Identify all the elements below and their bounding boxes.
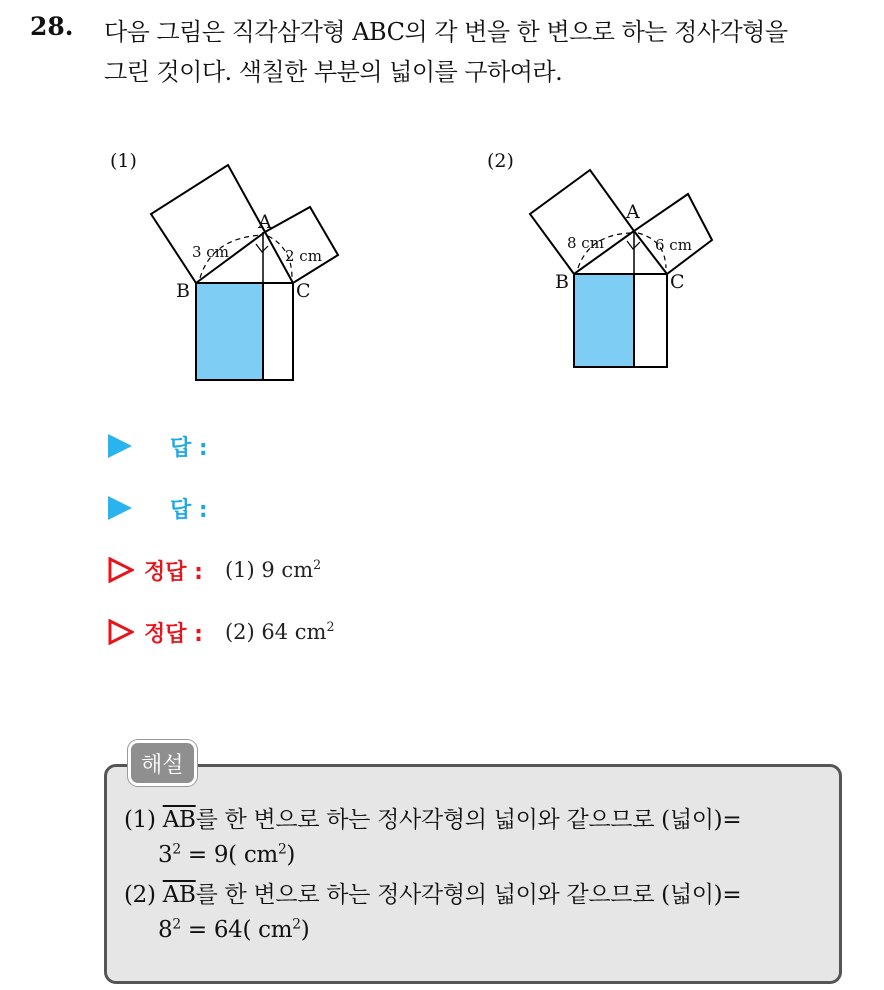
solution-box (104, 764, 842, 984)
figure-1-square-ab (151, 165, 265, 283)
correct-answer-value: (1) 9 $cm^2$ (224, 557, 322, 582)
figure-1-side-ac: 2 cm (285, 247, 322, 265)
question-number: 28. (30, 12, 74, 41)
figure-1-vertex-c: C (296, 280, 311, 302)
outline-triangle-icon (108, 557, 134, 583)
figure-1-right-angle-mark (256, 244, 268, 252)
solution-line-4: $8^2 = 64$( $cm^2$) (158, 916, 310, 943)
figure-1-vertex-a: A (258, 211, 272, 233)
figure-1-square-ac (265, 207, 338, 283)
solution-tag: 해설 (128, 740, 197, 786)
figure-2-vertex-a: A (626, 201, 640, 223)
figure-2-side-ac: 6 cm (655, 236, 692, 254)
play-triangle-icon (108, 434, 132, 458)
figure-1-shaded-region (196, 283, 263, 380)
correct-answer-row-1 (108, 552, 321, 588)
figure-1-side-ab: 3 cm (192, 243, 229, 261)
correct-answer-label: 정답 : (144, 621, 203, 647)
answer-row-1 (108, 428, 208, 464)
figure-2-shaded-region (574, 274, 634, 367)
solution-line-2: $3^2 = 9$( $cm^2$) (158, 841, 296, 868)
question-text-line-2: 그린 것이다. 색칠한 부분의 넓이를 구하여라. (104, 58, 563, 86)
play-triangle-icon (108, 496, 132, 520)
outline-triangle-icon (108, 619, 134, 645)
figure-2 (530, 170, 712, 367)
correct-answer-label: 정답 : (144, 559, 203, 585)
answer-label: 답 : (170, 435, 208, 461)
figure-2-side-ab: 8 cm (567, 234, 604, 252)
figure-2-vertex-c: C (670, 271, 685, 293)
figures-canvas (0, 0, 884, 420)
figure-2-square-ac (634, 194, 712, 274)
answer-label: 답 : (170, 497, 208, 523)
figure-2-vertex-b: B (555, 271, 569, 293)
question-text-line-1: 다음 그림은 직각삼각형 ABC의 각 변을 한 변으로 하는 정사각형을 (104, 18, 788, 46)
correct-answer-row-2 (108, 614, 334, 650)
figure-2-label: (2) (487, 150, 514, 172)
figure-1-vertex-b: B (176, 280, 190, 302)
answer-row-2 (108, 490, 208, 526)
solution-line-3: (2) $\overline{AB}$를 한 변으로 하는 정사각형의 넓이와 같으므로 (넓이)= (124, 882, 742, 908)
figure-1-label: (1) (110, 150, 137, 172)
figure-1 (151, 165, 338, 380)
solution-line-1: (1) $\overline{AB}$를 한 변으로 하는 정사각형의 넓이와 같으므로 (넓이)= (124, 807, 742, 833)
correct-answer-value: (2) 64 $cm^2$ (224, 619, 335, 644)
